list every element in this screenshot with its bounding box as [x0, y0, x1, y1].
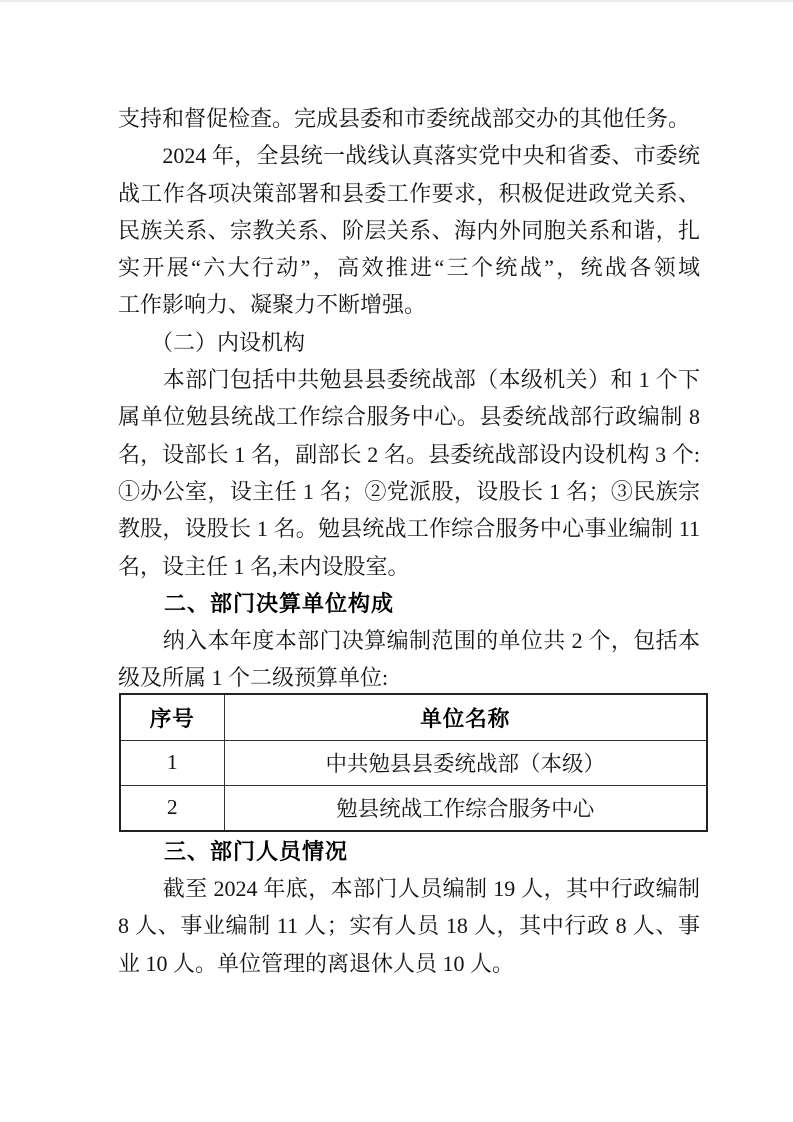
text-line: 名，设部长 1 名，副部长 2 名。县委统战部设内设机构 3 个: [118, 441, 700, 467]
text-line: 教股，设股长 1 名。勉县统战工作综合服务中心事业编制 11 [118, 516, 700, 542]
document-body [118, 100, 700, 982]
table-row [120, 740, 707, 785]
subsection-heading-internal-org: （二）内设机构 [118, 329, 306, 355]
unit-no-cell: 2 [120, 785, 224, 831]
text-line: 战工作各项决策部署和县委工作要求，积极促进政党关系、 [118, 180, 700, 206]
text-line: 业 10 人。单位管理的离退休人员 10 人。 [118, 950, 515, 976]
text-line: 民族关系、宗教关系、阶层关系、海内外同胞关系和谐，扎 [118, 217, 700, 243]
table-header-name: 单位名称 [224, 694, 707, 741]
section-heading-personnel: 三、部门人员情况 [118, 838, 349, 864]
text-line: 属单位勉县统战工作综合服务中心。县委统战部行政编制 8 [118, 404, 700, 430]
table-header-no: 序号 [120, 694, 224, 741]
text-line: 本部门包括中共勉县县委统战部（本级机关）和 1 个下 [118, 367, 700, 393]
section-heading-unit-composition: 二、部门决算单位构成 [118, 590, 395, 616]
unit-name-cell: 勉县统战工作综合服务中心 [224, 785, 707, 831]
page-top-edge-divider [0, 0, 793, 2]
text-line: 支持和督促检查。完成县委和市委统战部交办的其他任务。 [118, 106, 691, 131]
text-line: 工作影响力、凝聚力不断增强。 [118, 292, 427, 318]
text-line: 级及所属 1 个二级预算单位: [118, 665, 389, 691]
unit-name-cell: 中共勉县县委统战部（本级） [224, 740, 707, 785]
unit-no-cell: 1 [120, 740, 224, 785]
text-line: 8 人、事业编制 11 人；实有人员 18 人，其中行政 8 人、事 [118, 913, 700, 939]
text-line: 2024 年，全县统一战线认真落实党中央和省委、市委统 [118, 143, 700, 169]
table-header-row [120, 694, 707, 741]
text-line: ①办公室，设主任 1 名；②党派股，设股长 1 名；③民族宗 [118, 478, 700, 504]
text-line: 纳入本年度本部门决算编制范围的单位共 2 个，包括本 [118, 628, 700, 654]
text-line: 截至 2024 年底，本部门人员编制 19 人，其中行政编制 [118, 876, 700, 902]
text-line: 实开展“六大行动”，高效推进“三个统战”，统战各领域 [118, 255, 700, 281]
table-row [120, 785, 707, 831]
units-table [119, 693, 708, 832]
text-line: 名，设主任 1 名,未内设股室。 [118, 553, 410, 579]
